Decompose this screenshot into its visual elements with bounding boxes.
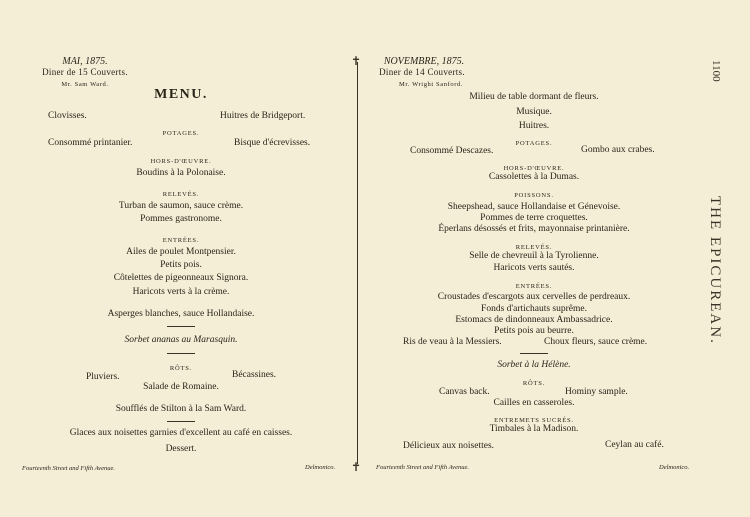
- menu-title: MENU.: [154, 87, 208, 102]
- right-choux-fleurs: Choux fleurs, sauce crème.: [544, 337, 648, 347]
- right-petits-pois-beurre: Petits pois au beurre.: [494, 326, 574, 336]
- right-huitres: Huitres.: [518, 121, 550, 131]
- right-footer-name: Delmonico.: [659, 464, 690, 471]
- right-haricots-sautes: Haricots verts sautés.: [493, 263, 575, 273]
- cross-ornament-bottom: ✝: [351, 460, 362, 474]
- right-category-entremets: ENTREMETS SUCRÉS.: [494, 417, 574, 424]
- right-gombo: Gombo aux crabes.: [581, 145, 655, 155]
- left-dessert: Dessert.: [165, 444, 197, 454]
- left-category-rots: RÔTS.: [169, 365, 193, 372]
- cross-ornament-top: ✝: [351, 54, 362, 68]
- left-dinner: Diner de 15 Couverts.: [42, 67, 128, 77]
- page-number: 1100: [710, 60, 722, 82]
- left-turban: Turban de saumon, sauce crème.: [118, 201, 244, 211]
- right-selle: Selle de chevreuil à la Tyrolienne.: [469, 251, 599, 261]
- left-category-releves: RELEVÉS.: [162, 191, 200, 198]
- left-consomme: Consommé printanier.: [48, 138, 133, 148]
- left-footer-address: Fourteenth Street and Fifth Avenue.: [22, 465, 115, 472]
- right-cailles: Cailles en casseroles.: [493, 398, 575, 408]
- right-timbales: Timbales à la Madison.: [489, 424, 579, 434]
- left-sorbet: Sorbet ananas au Marasquin.: [124, 335, 238, 345]
- right-hominy: Hominy sample.: [565, 387, 628, 397]
- column-divider: [357, 62, 358, 464]
- right-category-entrees: ENTRÉES.: [515, 283, 553, 290]
- left-rule-1: [167, 326, 195, 327]
- right-eperlans: Éperlans désossés et frits, mayonnaise printanière.: [438, 224, 630, 234]
- left-date: MAI, 1875.: [62, 56, 108, 67]
- left-huitres-bridgeport: Huitres de Bridgeport.: [220, 111, 306, 121]
- right-cassolettes: Cassolettes à la Dumas.: [488, 172, 580, 182]
- right-category-releves: RELEVÉS.: [515, 244, 553, 251]
- right-date: NOVEMBRE, 1875.: [383, 56, 465, 67]
- left-footer-name: Delmonico.: [305, 464, 336, 471]
- right-category-rots: RÔTS.: [522, 380, 546, 387]
- right-ceylan: Ceylan au café.: [605, 440, 664, 450]
- left-ailes: Ailes de poulet Montpensier.: [126, 247, 236, 257]
- right-canvas-back: Canvas back.: [439, 387, 490, 397]
- left-category-potages: POTAGES.: [162, 130, 200, 137]
- left-asperges: Asperges blanches, sauce Hollandaise.: [107, 309, 255, 319]
- left-category-entrees: ENTRÉES.: [162, 237, 200, 244]
- right-milieu: Milieu de table dormant de fleurs.: [469, 92, 599, 102]
- right-category-potages: POTAGES.: [515, 140, 553, 147]
- left-becassines: Bécassines.: [232, 370, 277, 380]
- right-consomme-descazes: Consommé Descazes.: [410, 146, 494, 156]
- left-bisque: Bisque d'écrevisses.: [234, 138, 311, 148]
- right-croustades: Croustades d'escargots aux cervelles de perdreaux.: [437, 292, 631, 302]
- left-haricots: Haricots verts à la crème.: [132, 287, 230, 297]
- left-host: Mr. Sam Ward.: [61, 81, 109, 88]
- left-rule-2: [167, 353, 195, 354]
- right-sorbet: Sorbet à la Hélène.: [497, 360, 571, 370]
- right-dinner: Diner de 14 Couverts.: [379, 67, 465, 77]
- left-pluviers: Pluviers.: [86, 372, 120, 382]
- right-ris-de-veau: Ris de veau à la Messiers.: [403, 337, 502, 347]
- left-glaces: Glaces aux noisettes garnies d'excellent au café en caisses.: [69, 428, 293, 438]
- left-pommes-gastronome: Pommes gastronome.: [140, 214, 222, 224]
- right-category-poissons: POISSONS.: [514, 192, 554, 199]
- right-musique: Musique.: [516, 107, 552, 117]
- right-delicieux: Délicieux aux noisettes.: [403, 441, 495, 451]
- left-cotelettes: Côtelettes de pigeonneaux Signora.: [113, 273, 249, 283]
- right-host: Mr. Wright Sanford.: [398, 81, 464, 88]
- left-petits-pois: Petits pois.: [160, 260, 202, 270]
- right-estomacs: Estomacs de dindonneaux Ambassadrice.: [455, 315, 613, 325]
- right-sheepshead: Sheepshead, sauce Hollandaise et Génevoise.: [447, 202, 621, 212]
- left-rule-3: [167, 421, 195, 422]
- left-salade: Salade de Romaine.: [143, 382, 219, 392]
- right-rule-1: [520, 353, 548, 354]
- right-footer-address: Fourteenth Street and Fifth Avenue.: [376, 464, 469, 471]
- left-clovisses: Clovisses.: [48, 111, 87, 121]
- left-souffles: Soufflés de Stilton à la Sam Ward.: [115, 404, 247, 414]
- right-category-hors-doeuvre: HORS-D'ŒUVRE.: [503, 165, 565, 172]
- left-boudins: Boudins à la Polonaise.: [136, 168, 226, 178]
- left-category-hors-doeuvre: HORS-D'ŒUVRE.: [150, 158, 212, 165]
- right-fonds: Fonds d'artichauts suprême.: [481, 304, 587, 314]
- running-title: THE EPICUREAN.: [707, 196, 723, 345]
- right-pommes-croquettes: Pommes de terre croquettes.: [480, 213, 588, 223]
